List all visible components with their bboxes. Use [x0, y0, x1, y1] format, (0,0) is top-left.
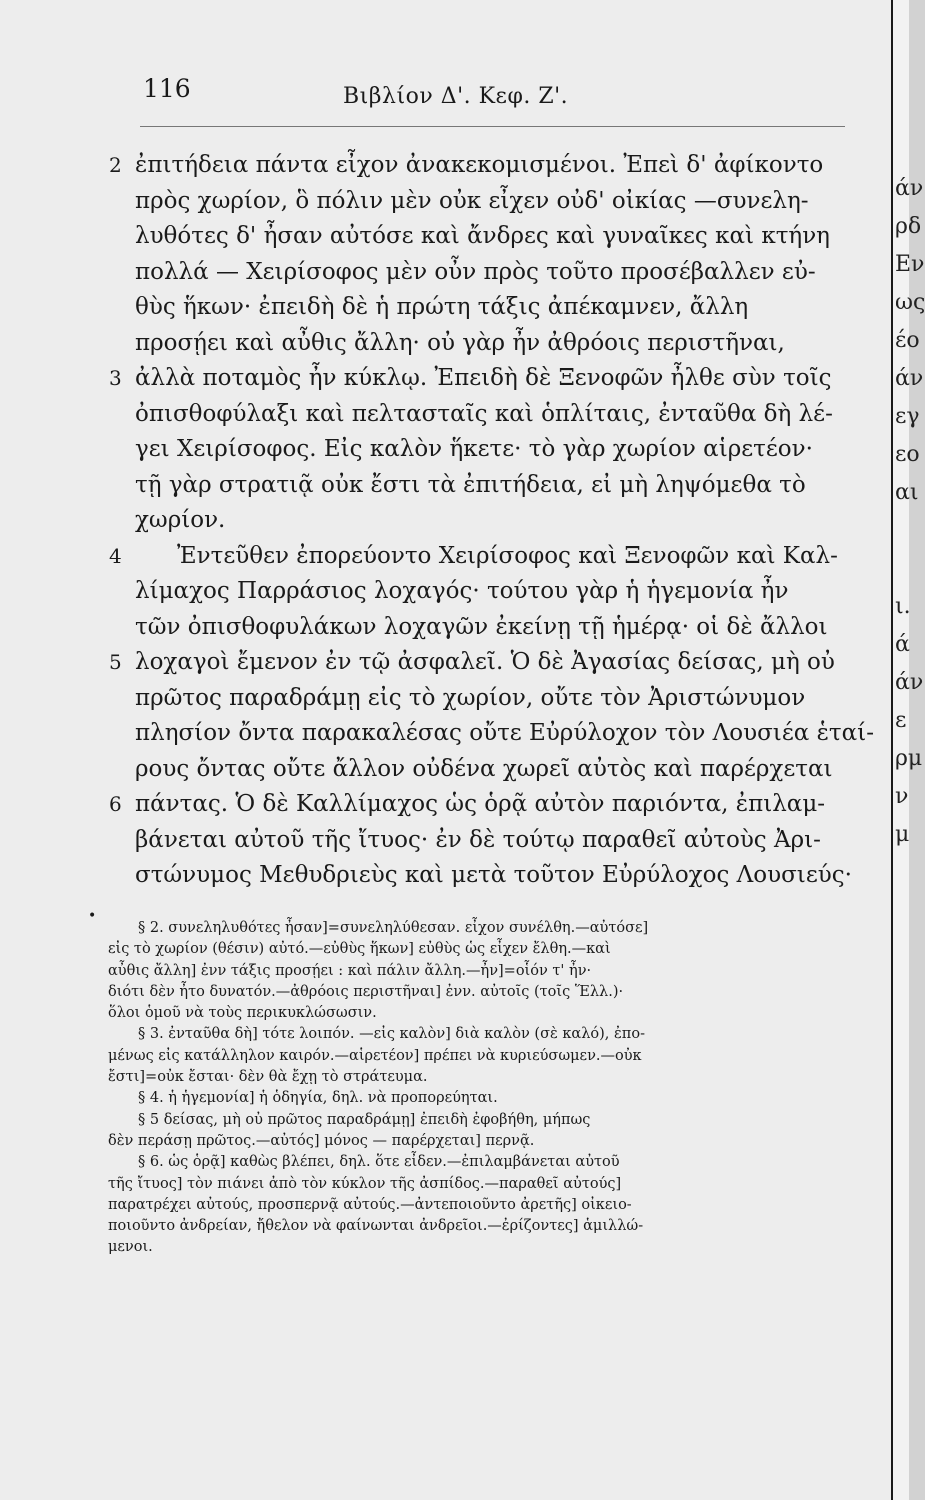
footnote-line: εἰς τὸ χωρίον (θέσιν) αὐτό.—εὐθὺς ἥκων] εὐθὺς ὡς εἶχεν ἔλθη.—καὶ — [108, 941, 611, 958]
text-line — [105, 219, 850, 255]
line-text: ὀπισθοφύλαξι καὶ πελτασταῖς καὶ ὁπλίταις, ἐνταῦθα δὴ λέ- — [135, 400, 833, 427]
footnote-mark: • — [88, 908, 97, 924]
facing-page-edge — [891, 0, 925, 1500]
footnote-line: § 2. συνεληλυθότες ἦσαν]=συνεληλύθεσαν. εἶχον συνέλθη.—αὐτόσε] — [138, 920, 649, 936]
line-text: πλησίον ὄντα παρακαλέσας οὔτε Εὐρύλοχον τὸν Λουσιέα ἑταί- — [135, 720, 874, 746]
text-line — [105, 574, 850, 610]
section-number: 3 — [109, 366, 122, 390]
line-text: λοχαγοὶ ἔμενον ἐν τῷ ἀσφαλεῖ. Ὁ δὲ Ἀγασίας δείσας, μὴ οὐ — [135, 649, 835, 675]
footnote-line: παρατρέχει αὐτούς, προσπερνᾷ αὐτούς.—ἀντεποιοῦντο ἀρετῆς] οἰκειο- — [108, 1196, 632, 1213]
section-number: 2 — [109, 153, 122, 177]
footnotes — [108, 918, 848, 1259]
footnote-line: ποιοῦντο ἀνδρείαν, ἤθελον νὰ φαίνωνται ἀνδρεῖοι.—ἐρίζοντες] ἁμιλλώ- — [108, 1218, 644, 1235]
text-line — [105, 681, 850, 717]
text-line — [105, 432, 850, 468]
footnote-line: ὅλοι ὁμοῦ νὰ τοὺς περικυκλώσωσιν. — [108, 1005, 377, 1022]
text-line — [105, 787, 850, 823]
footnote-line: τῆς ἴτυος] τὸν πιάνει ἀπὸ τὸν κύκλον τῆς ἀσπίδος.—παραθεῖ αὐτούς] — [108, 1175, 622, 1192]
line-text: τῇ γὰρ στρατιᾷ οὐκ ἔστι τὰ ἐπιτήδεια, εἰ μὴ ληψόμεθα τὸ — [135, 471, 806, 498]
text-line — [105, 716, 874, 752]
page-number: 116 — [143, 74, 191, 103]
line-text: τῶν ὀπισθοφυλάκων λοχαγῶν ἐκείνῃ τῇ ἡμέρᾳ· οἱ δὲ ἄλλοι — [135, 613, 828, 640]
section-number: 6 — [109, 792, 122, 816]
line-text: ἀλλὰ ποταμὸς ἦν κύκλῳ. Ἐπειδὴ δὲ Ξενοφῶν ἦλθε σὺν τοῖς — [135, 365, 832, 391]
text-line — [105, 539, 850, 575]
line-text: στώνυμος Μεθυδριεὺς καὶ μετὰ τοῦτον Εὐρύλοχος Λουσιεύς· — [135, 862, 852, 888]
line-text: προσῄει καὶ αὖθις ἄλλη· οὐ γὰρ ἦν ἀθρόοις περιστῆναι, — [135, 329, 785, 356]
line-text: ἐπιτήδεια πάντα εἶχον ἀνακεκομισμένοι. Ἐπεὶ δ' ἀφίκοντο — [135, 152, 824, 178]
line-text: λίμαχος Παρράσιος λοχαγός· τούτου γὰρ ἡ ἡγεμονία ἦν — [135, 578, 789, 604]
line-text: χωρίον. — [135, 507, 226, 533]
line-text: πάντας. Ὁ δὲ Καλλίμαχος ὡς ὁρᾷ αὐτὸν παριόντα, ἐπιλαμ- — [135, 791, 826, 817]
text-line — [105, 503, 850, 539]
line-text: λυθότες δ' ἦσαν αὐτόσε καὶ ἄνδρες καὶ γυναῖκες καὶ κτήνη — [135, 223, 830, 249]
line-text: θὺς ἥκων· ἐπειδὴ δὲ ἡ πρώτη τάξις ἀπέκαμνεν, ἄλλη — [135, 294, 749, 320]
footnote-line: § 3. ἐνταῦθα δὴ] τότε λοιπόν. —εἰς καλὸν] διὰ καλὸν (σὲ καλό), ἐπο- — [138, 1026, 645, 1043]
text-line — [105, 326, 850, 362]
footnote-line: αὖθις ἄλλη] ἐνν τάξις προσῄει : καὶ πάλιν ἄλλη.—ἦν]=οἷόν τ' ἦν· — [108, 962, 592, 979]
line-text: πρῶτος παραδράμῃ εἰς τὸ χωρίον, οὔτε τὸν Ἀριστώνυμον — [135, 684, 806, 711]
footnote-line: § 5 δείσας, μὴ οὐ πρῶτος παραδράμῃ] ἐπειδὴ ἐφοβήθη, μήπως — [138, 1111, 591, 1128]
line-text: Ἐντεῦθεν ἐπορεύοντο Χειρίσοφος καὶ Ξενοφῶν καὶ Καλ- — [177, 542, 838, 569]
line-text: βάνεται αὐτοῦ τῆς ἴτυος· ἐν δὲ τούτῳ παραθεῖ αὐτοὺς Ἀρι- — [135, 826, 821, 853]
line-text: πολλά — Χειρίσοφος μὲν οὖν πρὸς τοῦτο προσέβαλλεν εὐ- — [135, 258, 816, 285]
footnote-line: § 4. ἡ ἡγεμονία] ἡ ὁδηγία, δηλ. νὰ προπορεύηται. — [138, 1090, 498, 1107]
text-line — [105, 397, 850, 433]
page-header — [143, 74, 843, 114]
line-text: πρὸς χωρίον, ὃ πόλιν μὲν οὐκ εἶχεν οὐδ' οἰκίας —συνελη- — [135, 187, 809, 214]
text-line — [105, 148, 850, 184]
text-line — [105, 645, 850, 681]
section-number: 4 — [109, 543, 122, 568]
footnote-line: μένως εἰς κατάλληλον καιρόν.—αἱρετέον] πρέπει νὰ κυριεύσωμεν.—οὐκ — [108, 1047, 642, 1064]
line-text: γει Χειρίσοφος. Εἰς καλὸν ἥκετε· τὸ γὰρ χωρίον αἱρετέον· — [135, 436, 813, 462]
text-line — [105, 184, 850, 220]
facing-page-fragments: άν ρδ Εν ως έο άν εγ εο αι ι. ά άν ε ρμ ν μ — [895, 176, 925, 847]
main-text — [105, 148, 874, 894]
line-text: ρους ὄντας οὔτε ἄλλον οὐδένα χωρεῖ αὐτὸς καὶ παρέρχεται — [135, 755, 833, 782]
running-head: Βιβλίον Δ'. Κεφ. Ζ'. — [343, 84, 569, 109]
text-line — [105, 361, 850, 397]
footnote-line: ἔστι]=οὐκ ἔσται· δὲν θὰ ἔχῃ τὸ στράτευμα. — [108, 1069, 428, 1086]
text-line — [105, 255, 850, 291]
header-rule — [140, 126, 845, 127]
footnote-line: δὲν περάσῃ πρῶτος.—αὐτός] μόνος — παρέρχεται] περνᾷ. — [108, 1132, 535, 1149]
text-line — [105, 823, 850, 859]
text-line — [105, 752, 850, 788]
section-number: 5 — [109, 650, 122, 674]
text-line — [105, 858, 850, 894]
footnote-line: μενοι. — [108, 1239, 153, 1256]
footnote-line: § 6. ὡς ὁρᾷ] καθὼς βλέπει, δηλ. ὅτε εἶδεν.—ἐπιλαμβάνεται αὐτοῦ — [138, 1154, 620, 1171]
text-line — [105, 290, 850, 326]
text-line — [105, 610, 850, 646]
text-line — [105, 468, 850, 504]
footnote-line: διότι δὲν ἦτο δυνατόν.—ἀθρόοις περιστῆναι] ἐνν. αὐτοῖς (τοῖς Ἕλλ.)· — [108, 983, 624, 1000]
